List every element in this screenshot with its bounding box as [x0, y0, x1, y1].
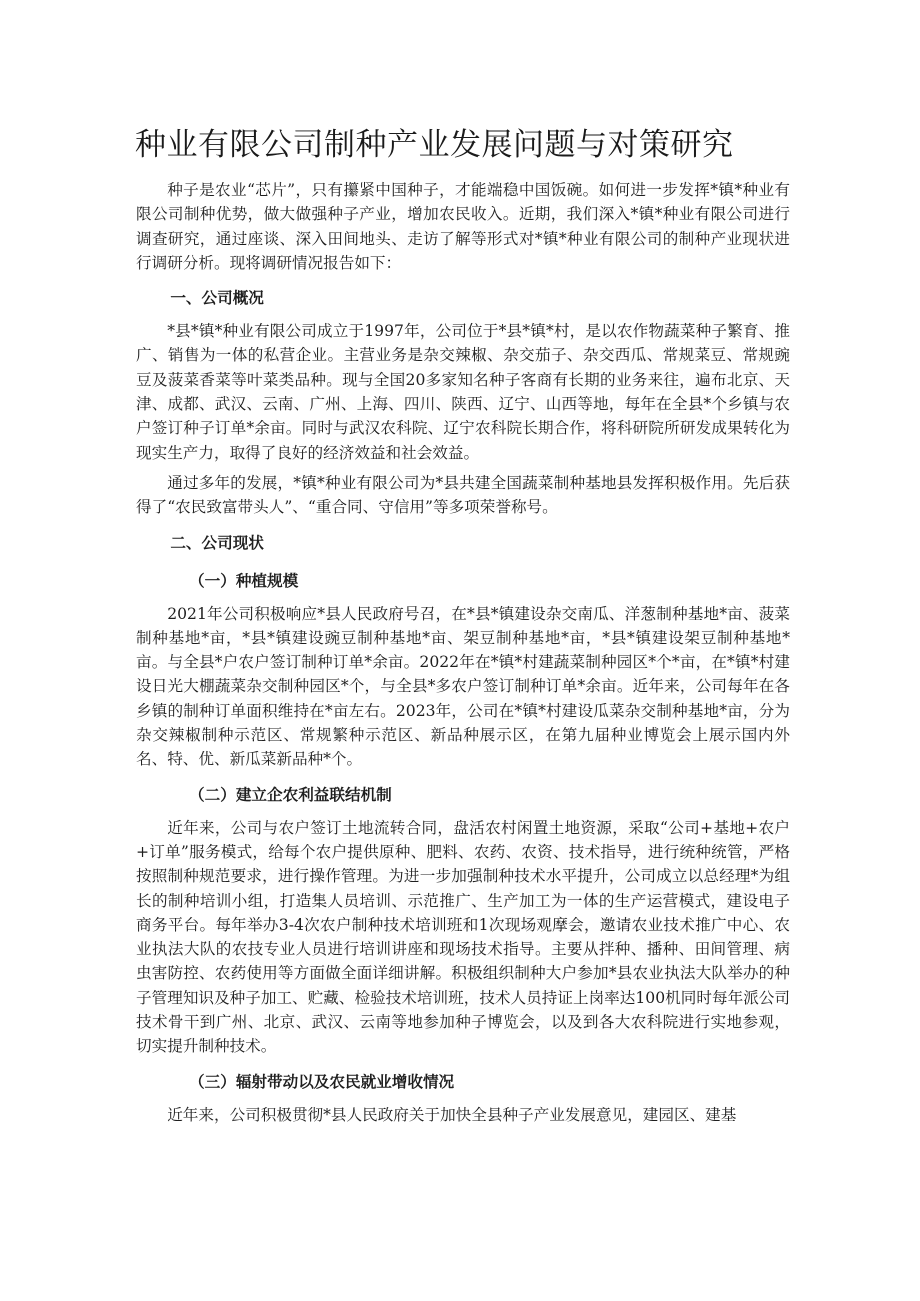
subsection-heading-planting-scale: （一）种植规模 [189, 571, 299, 590]
employment-income-paragraph: 近年来，公司积极贯彻*县人民政府关于加快全县种子产业发展意见，建园区、建基 [167, 1105, 737, 1124]
subsection-heading-employment-income: （三）辐射带动以及农民就业增收情况 [189, 1072, 455, 1091]
company-overview-paragraph-1: *县*镇*种业有限公司成立于1997年，公司位于*县*镇*村，是以农作物蔬菜种子繁育、推广、销售为一体的私营企业。主营业务是杂交辣椒、杂交茄子、杂交西瓜、常规菜豆、常规豌豆及菠菜香菜等叶菜类品种。现与全国20多家知名种子客商有长期的业务来往，遍布北京、天津、成都、武汉、云南、广州、上海、四川、陕西、辽宁、山西等地，每年在全县*个乡镇与农户签订种子订单*余亩。同时与武汉农科院、辽宁农科院长期合作，将科研院所研发成果转化为现实生产力，取得了良好的经济效益和社会效益。 [136, 322, 790, 462]
planting-scale-paragraph: 2021年公司积极响应*县人民政府号召，在*县*镇建设杂交南瓜、洋葱制种基地*亩、菠菜制种基地*亩，*县*镇建设豌豆制种基地*亩、架豆制种基地*亩，*县*镇建设架豆制种基地*亩。与全县*户农户签订制种订单*余亩。2022年在*镇*村建蔬菜制种园区*个*亩，在*镇*村建设日光大棚蔬菜杂交制种园区*个，与全县*多农户签订制种订单*余亩。近年来，公司每年在各乡镇的制种订单面积维持在*亩左右。2023年，公司在*镇*村建设瓜菜杂交制种基地*亩，分为杂交辣椒制种示范区、常规繁种示范区、新品种展示区，在第九届种业博览会上展示国内外名、特、优、新瓜菜新品种*个。 [136, 604, 790, 769]
section-heading-company-status: 二、公司现状 [170, 533, 264, 552]
interest-mechanism-paragraph: 近年来，公司与农户签订土地流转合同，盘活农村闲置土地资源，采取“公司+基地+农户+订单”服务模式，给每个农户提供原种、肥料、农药、农资、技术指导，进行统种统管，严格按照制种规范要求，进行操作管理。为进一步加强制种技术水平提升，公司成立以总经理*为组长的制种培训小组，打造集人员培训、示范推广、生产加工为一体的生产运营模式，建设电子商务平台。每年举办3-4次农户制种技术培训班和1次现场观摩会，邀请农业技术推广中心、农业执法大队的农技专业人员进行培训讲座和现场技术指导。主要从拌种、播种、田间管理、病虫害防控、农药使用等方面做全面详细讲解。积极组织制种大户参加*县农业执法大队举办的种子管理知识及种子加工、贮藏、检验技术培训班，技术人员持证上岗率达100机同时每年派公司技术骨干到广州、北京、武汉、云南等地参加种子博览会，以及到各大农科院进行实地参观，切实提升制种技术。 [136, 818, 790, 1056]
intro-paragraph: 种子是农业“芯片”，只有攥紧中国种子，才能端稳中国饭碗。如何进一步发挥*镇*种业有限公司制种优势，做大做强种子产业，增加农民收入。近期，我们深入*镇*种业有限公司进行调查研究，通过座谈、深入田间地头、走访了解等形式对*镇*种业有限公司的制种产业现状进行调研分析。现将调研情况报告如下： [136, 181, 790, 272]
document-body [136, 178, 790, 1127]
document-title: 种业有限公司制种产业发展问题与对策研究 [135, 127, 734, 163]
subsection-heading-interest-mechanism: （二）建立企农利益联结机制 [189, 785, 392, 804]
section-heading-company-overview: 一、公司概况 [170, 289, 264, 308]
company-overview-paragraph-2: 通过多年的发展，*镇*种业有限公司为*县共建全国蔬菜制种基地县发挥积极作用。先后获得了“农民致富带头人”、“重合同、守信用”等多项荣誉称号。 [136, 473, 790, 517]
